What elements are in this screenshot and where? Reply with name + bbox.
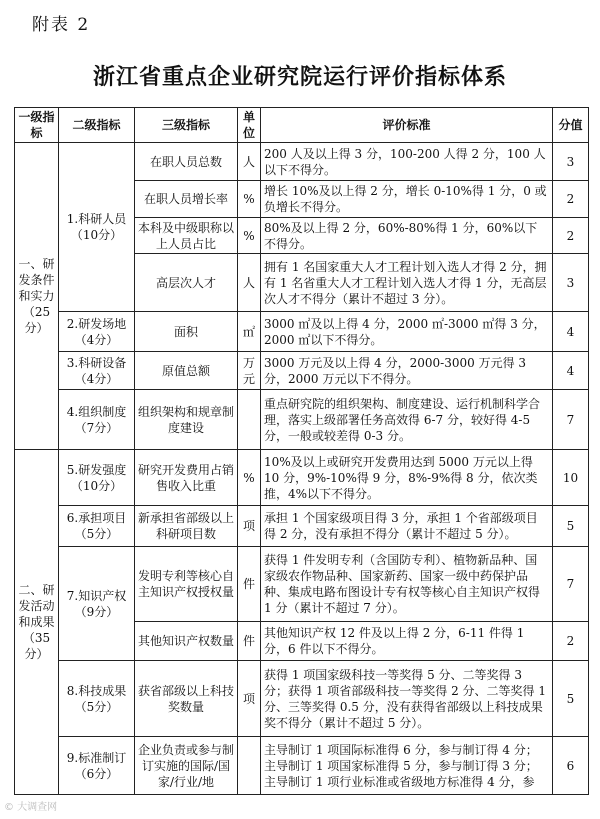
level3-cell: 面积 <box>135 312 238 352</box>
table-row <box>15 737 589 795</box>
unit-cell: % <box>238 218 261 254</box>
table-row <box>15 312 589 352</box>
score-cell: 3 <box>553 254 589 312</box>
score-cell: 7 <box>553 390 589 450</box>
score-cell: 2 <box>553 218 589 254</box>
level3-cell: 高层次人才 <box>135 254 238 312</box>
unit-cell: 项 <box>238 661 261 737</box>
level1-cell: 二、研发活动和成果（35分） <box>15 450 59 795</box>
table-row <box>15 506 589 547</box>
criteria-cell: 承担 1 个国家级项目得 3 分，承担 1 个省部级项目得 2 分，没有承担不得分（累计不超过 5 分）。 <box>261 506 553 547</box>
level3-cell: 企业负责或参与制订实施的国际/国家/行业/地 <box>135 737 238 795</box>
unit-cell: 人 <box>238 143 261 181</box>
criteria-cell: 获得 1 项国家级科技一等奖得 5 分、二等奖得 3 分；获得 1 项省部级科技一等奖得 2 分、二等奖得 1 分、三等奖得 0.5 分，没有获得省部级以上科技成果奖不得分（累计不超过 5 分）。 <box>261 661 553 737</box>
level3-cell: 发明专利等核心自主知识产权授权量 <box>135 547 238 622</box>
criteria-cell: 主导制订 1 项国际标准得 6 分，参与制订得 4 分；主导制订 1 项国家标准得 5 分，参与制订得 3 分；主导制订 1 项行业标准或省级地方标准得 4 分，参 <box>261 737 553 795</box>
score-cell: 4 <box>553 352 589 390</box>
level2-cell: 2.研发场地（4分） <box>59 312 135 352</box>
criteria-cell: 拥有 1 名国家重大人才工程计划入选人才得 2 分，拥有 1 名省重大人才工程计划入选人才得 1 分，无高层次人才不得分（累计不超过 3 分）。 <box>261 254 553 312</box>
unit-cell: % <box>238 181 261 218</box>
unit-cell: 件 <box>238 622 261 661</box>
criteria-cell: 3000 ㎡及以上得 4 分，2000 ㎡-3000 ㎡得 3 分，2000 ㎡以下不得分。 <box>261 312 553 352</box>
header-level3: 三级指标 <box>135 108 238 143</box>
level2-cell: 3.科研设备（4分） <box>59 352 135 390</box>
evaluation-table <box>14 107 589 795</box>
level1-cell: 一、研发条件和实力（25分） <box>15 143 59 450</box>
header-unit: 单位 <box>238 108 261 143</box>
header-level2: 二级指标 <box>59 108 135 143</box>
table-row <box>15 661 589 737</box>
watermark: © 大调查网 <box>4 802 58 813</box>
level2-cell: 5.研发强度（10分） <box>59 450 135 506</box>
header-level1: 一级指标 <box>15 108 59 143</box>
level3-cell: 新承担省部级以上科研项目数 <box>135 506 238 547</box>
table-row <box>15 352 589 390</box>
level3-cell: 在职人员总数 <box>135 143 238 181</box>
unit-cell: 人 <box>238 254 261 312</box>
level3-cell: 研究开发费用占销售收入比重 <box>135 450 238 506</box>
level3-cell: 原值总额 <box>135 352 238 390</box>
score-cell: 6 <box>553 737 589 795</box>
criteria-cell: 增长 10%及以上得 2 分，增长 0-10%得 1 分，0 或负增长不得分。 <box>261 181 553 218</box>
document-title: 浙江省重点企业研究院运行评价指标体系 <box>92 64 507 90</box>
level2-cell: 8.科技成果（5分） <box>59 661 135 737</box>
annex-label: 附表 2 <box>32 15 91 35</box>
table-row <box>15 547 589 622</box>
level2-cell: 7.知识产权（9分） <box>59 547 135 661</box>
score-cell: 7 <box>553 547 589 622</box>
score-cell: 5 <box>553 506 589 547</box>
score-cell: 10 <box>553 450 589 506</box>
criteria-cell: 200 人及以上得 3 分，100-200 人得 2 分，100 人以下不得分。 <box>261 143 553 181</box>
level3-cell: 本科及中级职称以上人员占比 <box>135 218 238 254</box>
header-criteria: 评价标准 <box>261 108 553 143</box>
score-cell: 5 <box>553 661 589 737</box>
table-row <box>15 390 589 450</box>
table-header-row <box>15 108 589 143</box>
unit-cell: 件 <box>238 547 261 622</box>
score-cell: 4 <box>553 312 589 352</box>
table-row <box>15 143 589 181</box>
level3-cell: 在职人员增长率 <box>135 181 238 218</box>
unit-cell: 万元 <box>238 352 261 390</box>
unit-cell <box>238 737 261 795</box>
unit-cell <box>238 390 261 450</box>
unit-cell: 项 <box>238 506 261 547</box>
level3-cell: 组织架构和规章制度建设 <box>135 390 238 450</box>
criteria-cell: 获得 1 件发明专利（含国防专利）、植物新品种、国家级农作物品种、国家新药、国家一级中药保护品种、集成电路布图设计专有权等核心自主知识产权得 1 分（累计不超过 7 分）。 <box>261 547 553 622</box>
score-cell: 3 <box>553 143 589 181</box>
header-score: 分值 <box>553 108 589 143</box>
level3-cell: 获省部级以上科技奖数量 <box>135 661 238 737</box>
level3-cell: 其他知识产权数量 <box>135 622 238 661</box>
level2-cell: 6.承担项目（5分） <box>59 506 135 547</box>
level2-cell: 1.科研人员（10分） <box>59 143 135 312</box>
table-row <box>15 450 589 506</box>
level2-cell: 9.标准制订（6分） <box>59 737 135 795</box>
criteria-cell: 重点研究院的组织架构、制度建设、运行机制科学合理，落实上级部署任务高效得 6-7 分，较好得 4-5 分，一般或较差得 0-3 分。 <box>261 390 553 450</box>
unit-cell: ㎡ <box>238 312 261 352</box>
criteria-cell: 3000 万元及以上得 4 分，2000-3000 万元得 3 分，2000 万元以下不得分。 <box>261 352 553 390</box>
score-cell: 2 <box>553 181 589 218</box>
criteria-cell: 80%及以上得 2 分，60%-80%得 1 分，60%以下不得分。 <box>261 218 553 254</box>
level2-cell: 4.组织制度（7分） <box>59 390 135 450</box>
unit-cell: % <box>238 450 261 506</box>
score-cell: 2 <box>553 622 589 661</box>
criteria-cell: 其他知识产权 12 件及以上得 2 分，6-11 件得 1 分，6 件以下不得分。 <box>261 622 553 661</box>
criteria-cell: 10%及以上或研究开发费用达到 5000 万元以上得 10 分，9%-10%得 9 分，8%-9%得 8 分，依次类推，4%以下不得分。 <box>261 450 553 506</box>
